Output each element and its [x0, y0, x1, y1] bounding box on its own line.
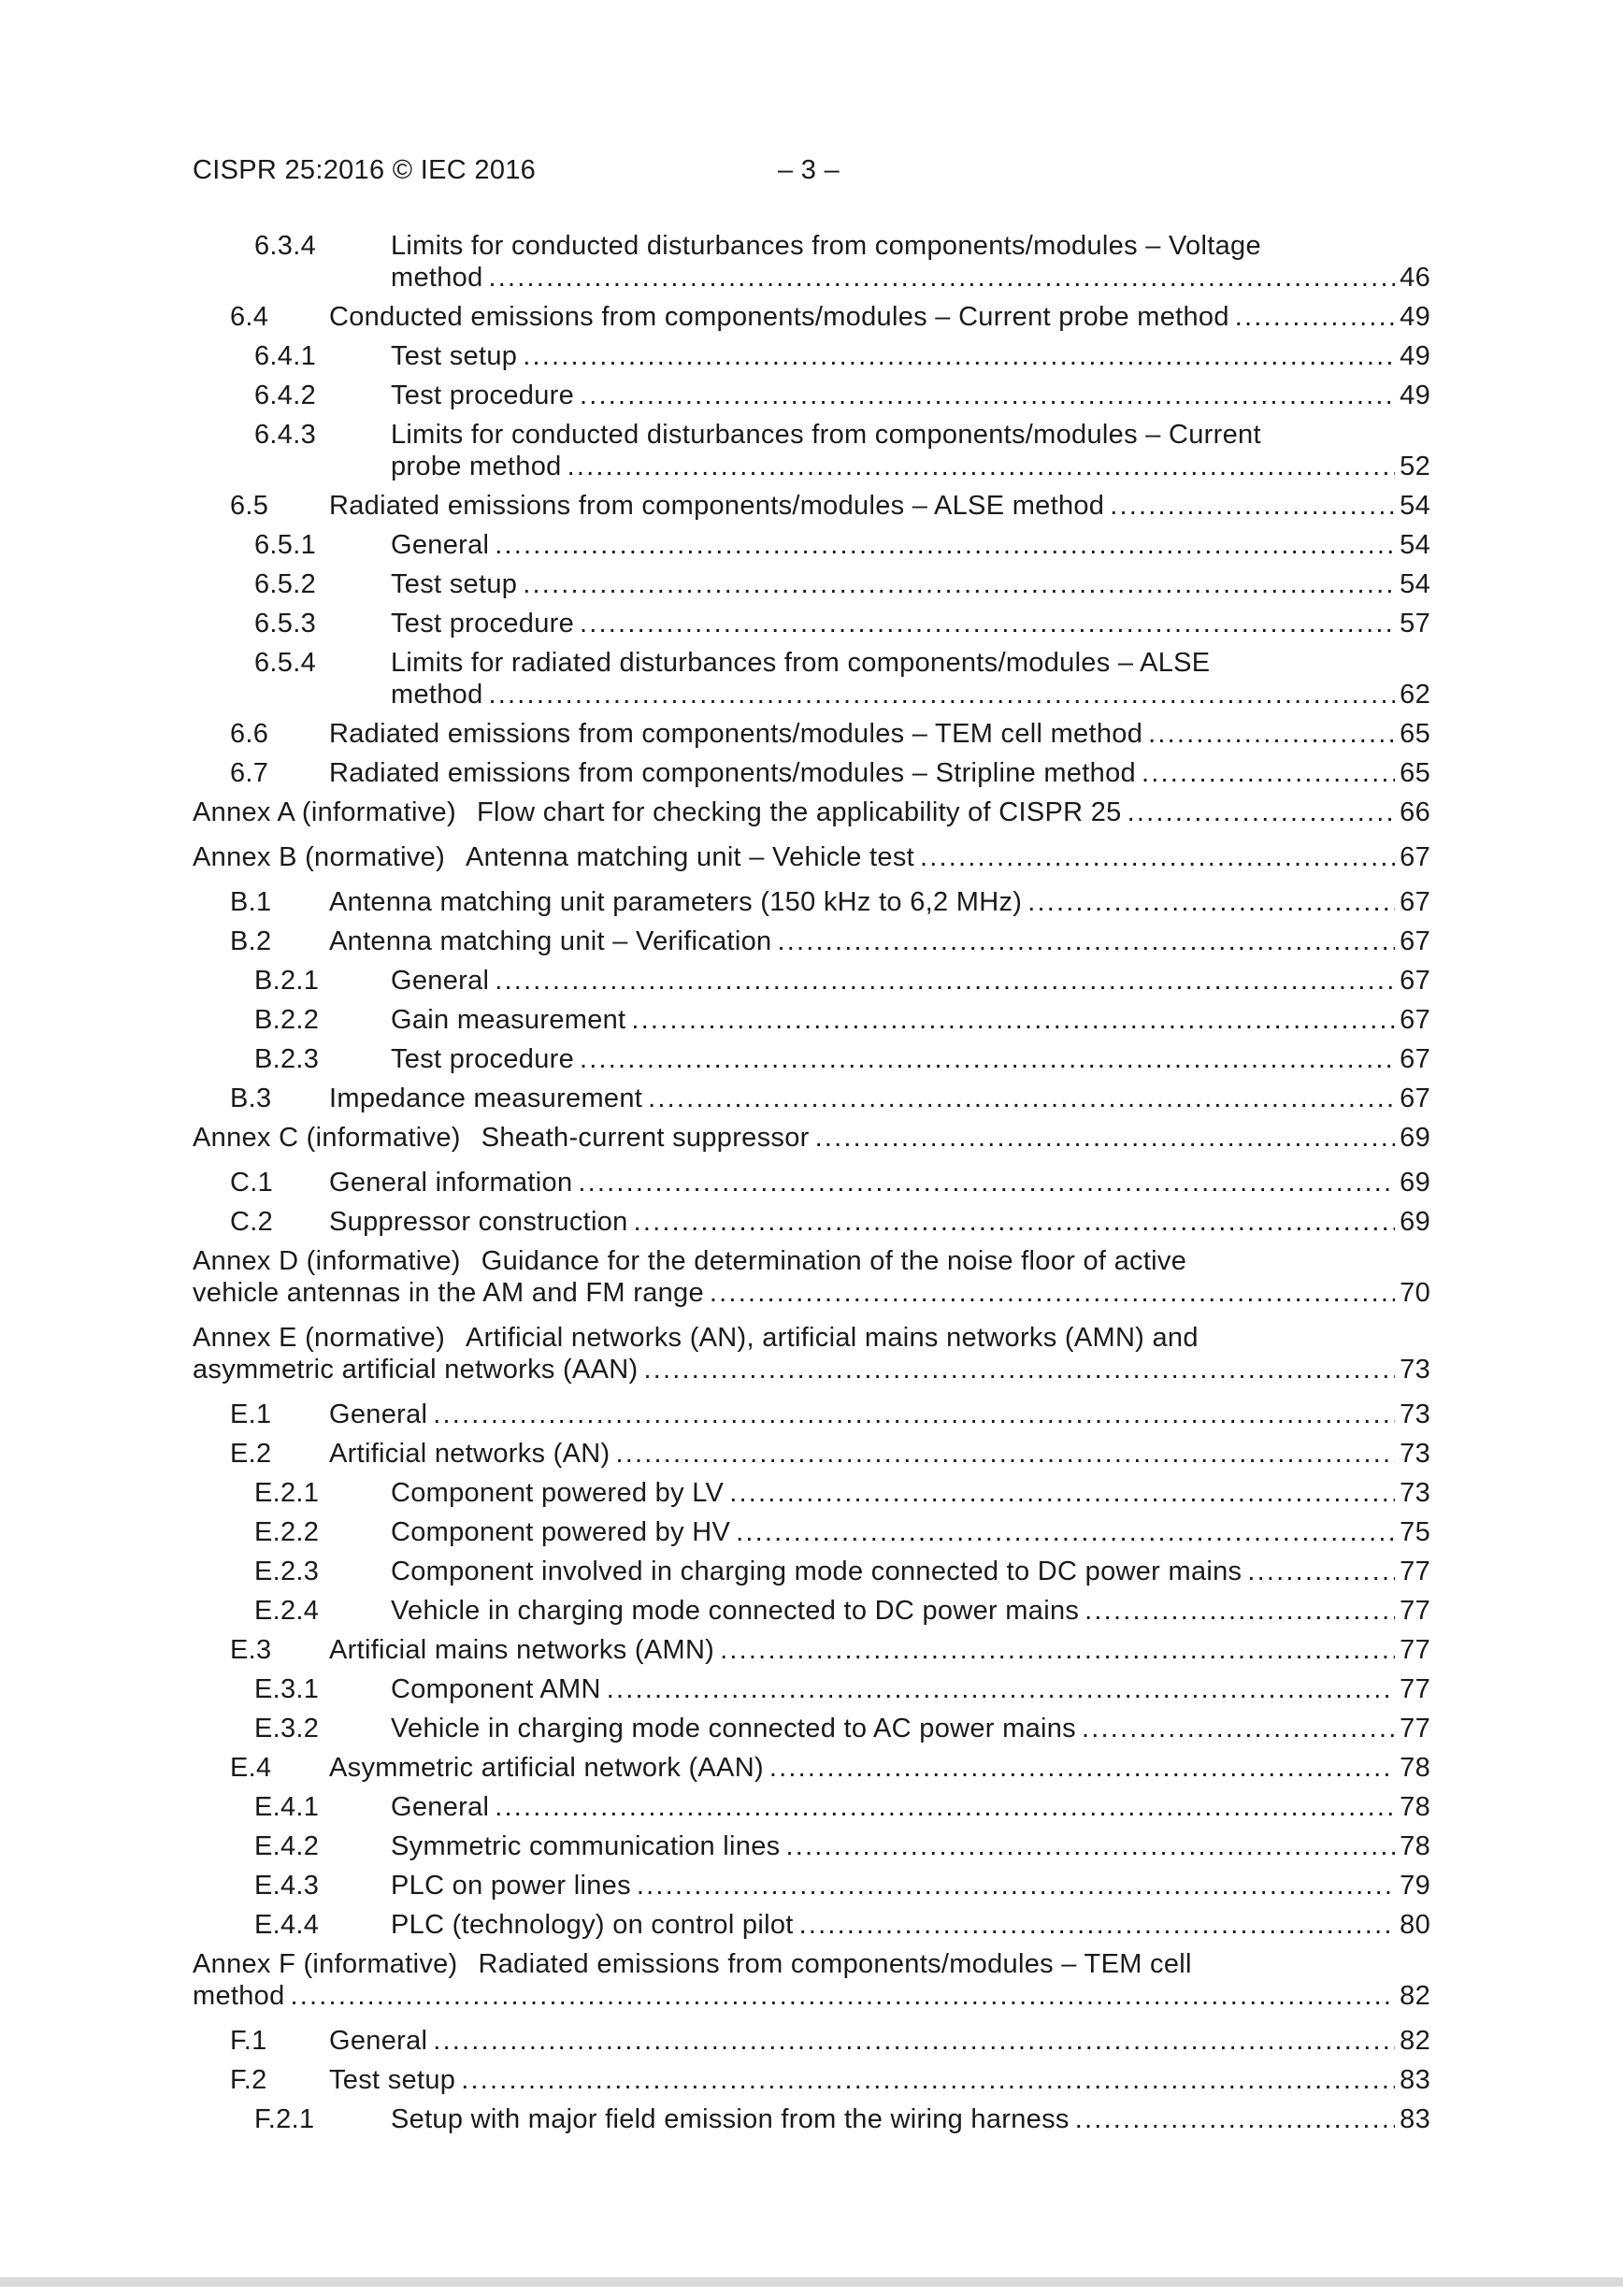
toc-section-number: 6.4.3	[254, 420, 316, 450]
toc-entry[interactable]	[193, 490, 1430, 522]
toc-entry-title: General	[391, 530, 490, 560]
toc-entry-title: Component powered by LV	[391, 1478, 725, 1508]
toc-entry-title: General	[329, 1399, 428, 1429]
toc-page-number: 54	[1400, 569, 1430, 599]
toc-entry-title: Test setup	[329, 2065, 456, 2095]
toc-leader-dots	[729, 1477, 1395, 1509]
toc-annex-label: Annex D (informative)	[193, 1246, 461, 1276]
toc-entry[interactable]	[193, 568, 1430, 600]
toc-entry-title: Sheath-current suppressor	[481, 1123, 810, 1153]
toc-annex-label: Annex A (informative)	[193, 797, 456, 827]
toc-section-number: F.1	[230, 2026, 267, 2056]
toc-annex-label: Annex C (informative)	[193, 1123, 461, 1153]
toc-leader-dots	[461, 2064, 1395, 2096]
toc-entry[interactable]	[193, 1322, 1430, 1385]
toc-section-number: B.2	[230, 926, 272, 956]
toc-entry[interactable]	[193, 340, 1430, 372]
toc-page-number: 69	[1400, 1168, 1430, 1198]
toc-entry[interactable]	[193, 230, 1430, 294]
toc-leader-dots	[777, 926, 1395, 957]
toc-leader-dots	[637, 1870, 1395, 1901]
toc-leader-dots	[631, 1004, 1395, 1036]
toc-entry-title: asymmetric artificial networks (AAN)	[193, 1355, 639, 1385]
toc-page-number: 57	[1400, 609, 1430, 639]
toc-leader-dots	[1075, 2103, 1395, 2135]
toc-entry[interactable]	[193, 1438, 1430, 1470]
toc-leader-dots	[578, 1167, 1395, 1198]
toc-page-number: 83	[1400, 2065, 1430, 2095]
toc-entry-title: method	[391, 263, 483, 293]
toc-section-number: F.2	[230, 2065, 267, 2095]
toc-entry-title: General information	[329, 1168, 573, 1198]
toc-page-number: 66	[1400, 797, 1430, 827]
toc-entry-title: Limits for conducted disturbances from components/modules – Voltage	[391, 231, 1261, 261]
toc-entry-title: method	[391, 680, 483, 710]
toc-entry[interactable]	[193, 1752, 1430, 1784]
toc-page-number: 77	[1400, 1557, 1430, 1586]
toc-page-number: 82	[1400, 1981, 1430, 2011]
toc-entry-title: Antenna matching unit – Vehicle test	[466, 842, 914, 872]
toc-entry[interactable]	[193, 419, 1430, 482]
toc-leader-dots	[1110, 490, 1395, 522]
toc-entry[interactable]	[193, 1673, 1430, 1705]
toc-leader-dots	[1027, 886, 1395, 918]
toc-page-number: 77	[1400, 1674, 1430, 1704]
toc-section-number: 6.5.4	[254, 648, 316, 678]
toc-entry-title: General	[391, 966, 490, 996]
toc-leader-dots	[495, 965, 1395, 997]
toc-entry-title: Conducted emissions from components/modules – Current probe method	[329, 302, 1229, 332]
toc-leader-dots	[495, 529, 1395, 561]
toc-section-number: 6.6	[230, 719, 269, 749]
toc-leader-dots	[523, 568, 1395, 600]
toc-entry-title: Vehicle in charging mode connected to AC power mains	[391, 1714, 1076, 1744]
toc-entry[interactable]	[193, 301, 1430, 333]
toc-entry-title: Artificial networks (AN), artificial mains networks (AMN) and	[466, 1323, 1199, 1353]
toc-entry[interactable]	[193, 1004, 1430, 1036]
toc-section-number: C.2	[230, 1207, 274, 1237]
toc-leader-dots	[634, 1206, 1395, 1238]
toc-section-number: 6.5.1	[254, 530, 316, 560]
toc-leader-dots	[580, 380, 1395, 411]
toc-entry[interactable]	[193, 965, 1430, 997]
document-identifier: CISPR 25:2016 © IEC 2016	[193, 155, 537, 185]
toc-annex-label: Annex F (informative)	[193, 1949, 458, 1979]
toc-section-number: E.4	[230, 1753, 272, 1783]
toc-entry-title: Suppressor construction	[329, 1207, 628, 1237]
toc-page-number: 80	[1400, 1910, 1430, 1940]
toc-section-number: E.3.2	[254, 1714, 320, 1744]
toc-entry-title: Test procedure	[391, 1044, 575, 1074]
toc-page-number: 67	[1400, 1083, 1430, 1113]
toc-entry[interactable]	[193, 926, 1430, 957]
page-bottom-edge	[0, 2277, 1623, 2287]
toc-page-number: 67	[1400, 887, 1430, 917]
toc-leader-dots	[1235, 301, 1395, 333]
toc-entry[interactable]	[193, 1167, 1430, 1198]
toc-entry-title: Antenna matching unit parameters (150 kHz to 6,2 MHz)	[329, 887, 1023, 917]
toc-entry-title: Test setup	[391, 341, 518, 371]
toc-page-number: 65	[1400, 719, 1430, 749]
toc-entry-title: probe method	[391, 452, 562, 481]
toc-leader-dots	[523, 340, 1395, 372]
toc-entry[interactable]	[193, 1245, 1430, 1309]
toc-page-number: 69	[1400, 1207, 1430, 1237]
toc-leader-dots	[815, 1122, 1395, 1154]
toc-section-number: 6.5.2	[254, 569, 316, 599]
toc-leader-dots	[720, 1634, 1395, 1666]
toc-entry[interactable]	[193, 1556, 1430, 1587]
toc-leader-dots	[1084, 1595, 1395, 1627]
toc-entry-title: Radiated emissions from components/modules – ALSE method	[329, 491, 1105, 521]
toc-entry[interactable]	[193, 1791, 1430, 1823]
toc-entry-title: Antenna matching unit – Verification	[329, 926, 772, 956]
toc-leader-dots	[769, 1752, 1395, 1784]
toc-leader-dots	[648, 1083, 1395, 1114]
toc-entry[interactable]	[193, 2064, 1430, 2096]
toc-page-number: 78	[1400, 1792, 1430, 1822]
toc-entry[interactable]	[193, 1122, 1430, 1154]
toc-section-number: B.2.3	[254, 1044, 320, 1074]
toc-entry[interactable]	[193, 1516, 1430, 1548]
toc-leader-dots	[736, 1516, 1395, 1548]
toc-entry-title: Guidance for the determination of the noise floor of active	[481, 1246, 1187, 1276]
toc-page-number: 73	[1400, 1399, 1430, 1429]
toc-leader-dots	[1127, 796, 1395, 828]
toc-leader-dots	[1082, 1713, 1395, 1744]
toc-leader-dots	[489, 262, 1395, 294]
toc-entry[interactable]	[193, 796, 1430, 828]
toc-section-number: E.1	[230, 1399, 272, 1429]
toc-section-number: E.4.1	[254, 1792, 320, 1822]
toc-section-number: B.2.2	[254, 1005, 320, 1035]
toc-section-number: E.4.3	[254, 1871, 320, 1901]
toc-leader-dots	[799, 1909, 1395, 1941]
toc-annex-label: Annex B (normative)	[193, 842, 446, 872]
toc-page-number: 52	[1400, 452, 1430, 481]
toc-page-number: 49	[1400, 380, 1430, 410]
toc-entry[interactable]	[193, 718, 1430, 750]
toc-leader-dots	[433, 2025, 1395, 2057]
toc-page-number: 67	[1400, 1044, 1430, 1074]
toc-leader-dots	[644, 1354, 1396, 1385]
toc-entry-title: PLC (technology) on control pilot	[391, 1910, 794, 1940]
toc-entry-title: Limits for conducted disturbances from components/modules – Current	[391, 420, 1261, 450]
toc-page-number: 82	[1400, 2026, 1430, 2056]
toc-page-number: 75	[1400, 1517, 1430, 1547]
toc-entry[interactable]	[193, 1083, 1430, 1114]
toc-entry[interactable]	[193, 1043, 1430, 1075]
toc-leader-dots	[1247, 1556, 1395, 1587]
toc-page-number: 83	[1400, 2104, 1430, 2134]
toc-section-number: 6.4	[230, 302, 269, 332]
toc-entry[interactable]	[193, 529, 1430, 561]
toc-page-number: 67	[1400, 1005, 1430, 1035]
toc-entry-title: Component involved in charging mode connected to DC power mains	[391, 1557, 1242, 1586]
toc-entry[interactable]	[193, 1477, 1430, 1509]
toc-page-number: 69	[1400, 1123, 1430, 1153]
toc-entry-title: Test setup	[391, 569, 518, 599]
toc-section-number: E.2.4	[254, 1596, 320, 1626]
toc-entry-title: Setup with major field emission from the wiring harness	[391, 2104, 1070, 2134]
toc-page-number: 73	[1400, 1478, 1430, 1508]
toc-page-number: 67	[1400, 926, 1430, 956]
toc-entry-title: PLC on power lines	[391, 1871, 631, 1901]
toc-entry-title: Flow chart for checking the applicability of CISPR 25	[476, 797, 1122, 827]
toc-leader-dots	[433, 1399, 1395, 1430]
toc-section-number: E.3.1	[254, 1674, 320, 1704]
toc-section-number: 6.4.1	[254, 341, 316, 371]
toc-entry[interactable]	[193, 1399, 1430, 1430]
toc-entry[interactable]	[193, 757, 1430, 789]
toc-leader-dots	[489, 679, 1395, 710]
toc-section-number: B.1	[230, 887, 272, 917]
toc-page-number: 73	[1400, 1355, 1430, 1385]
toc-section-number: E.2	[230, 1439, 272, 1469]
toc-page-number: 49	[1400, 302, 1430, 332]
toc-page-number: 77	[1400, 1596, 1430, 1626]
toc-entry-title: Gain measurement	[391, 1005, 626, 1035]
toc-entry[interactable]	[193, 1948, 1430, 2012]
toc-entry[interactable]	[193, 841, 1430, 873]
toc-entry[interactable]	[193, 886, 1430, 918]
page-number: – 3 –	[778, 155, 840, 185]
toc-entry-title: Limits for radiated disturbances from components/modules – ALSE	[391, 648, 1211, 678]
toc-leader-dots	[580, 608, 1395, 639]
toc-entry[interactable]	[193, 2103, 1430, 2135]
toc-annex-label: Annex E (normative)	[193, 1323, 446, 1353]
toc-section-number: 6.5.3	[254, 609, 316, 639]
toc-section-number: E.4.2	[254, 1831, 320, 1861]
toc-page-number: 54	[1400, 530, 1430, 560]
toc-leader-dots	[567, 451, 1395, 482]
toc-page-number: 49	[1400, 341, 1430, 371]
table-of-contents	[193, 230, 1430, 2143]
toc-section-number: E.2.2	[254, 1517, 320, 1547]
toc-page-number: 46	[1400, 263, 1430, 293]
toc-leader-dots	[607, 1673, 1395, 1705]
toc-entry-title: Radiated emissions from components/modules – Stripline method	[329, 758, 1136, 788]
toc-entry-title: Radiated emissions from components/modules – TEM cell	[478, 1949, 1192, 1979]
toc-entry-title: Component AMN	[391, 1674, 601, 1704]
toc-leader-dots	[710, 1277, 1395, 1309]
toc-section-number: 6.4.2	[254, 380, 316, 410]
toc-entry-title: Impedance measurement	[329, 1083, 643, 1113]
toc-section-number: B.3	[230, 1083, 272, 1113]
toc-entry[interactable]	[193, 608, 1430, 639]
toc-entry[interactable]	[193, 2025, 1430, 2057]
toc-entry-title: Asymmetric artificial network (AAN)	[329, 1753, 764, 1783]
toc-entry[interactable]	[193, 380, 1430, 411]
toc-entry-title: General	[329, 2026, 428, 2056]
toc-entry-title: method	[193, 1981, 285, 2011]
toc-section-number: E.4.4	[254, 1910, 320, 1940]
toc-entry-title: Test procedure	[391, 609, 575, 639]
toc-entry-title: Vehicle in charging mode connected to DC power mains	[391, 1596, 1080, 1626]
toc-leader-dots	[785, 1830, 1395, 1862]
toc-section-number: E.2.3	[254, 1557, 320, 1586]
toc-section-number: C.1	[230, 1168, 274, 1198]
toc-entry-title: Artificial mains networks (AMN)	[329, 1635, 715, 1665]
toc-leader-dots	[495, 1791, 1395, 1823]
toc-leader-dots	[291, 1980, 1395, 2012]
toc-entry-title: Component powered by HV	[391, 1517, 731, 1547]
toc-leader-dots	[1142, 757, 1395, 789]
toc-leader-dots	[920, 841, 1395, 873]
toc-leader-dots	[580, 1043, 1395, 1075]
toc-section-number: E.2.1	[254, 1478, 320, 1508]
toc-entry[interactable]	[193, 1595, 1430, 1627]
toc-page-number: 70	[1400, 1278, 1430, 1308]
toc-entry-title: Test procedure	[391, 380, 575, 410]
toc-page-number: 65	[1400, 758, 1430, 788]
toc-leader-dots	[615, 1438, 1395, 1470]
toc-page-number: 73	[1400, 1439, 1430, 1469]
toc-page-number: 77	[1400, 1635, 1430, 1665]
toc-entry[interactable]	[193, 647, 1430, 710]
toc-page-number: 77	[1400, 1714, 1430, 1744]
toc-entry-title: Artificial networks (AN)	[329, 1439, 610, 1469]
toc-page-number: 67	[1400, 842, 1430, 872]
toc-entry-title: vehicle antennas in the AM and FM range	[193, 1278, 704, 1308]
toc-entry[interactable]	[193, 1870, 1430, 1901]
toc-section-number: 6.3.4	[254, 231, 316, 261]
toc-entry-title: Symmetric communication lines	[391, 1831, 781, 1861]
toc-entry-title: General	[391, 1792, 490, 1822]
toc-section-number: 6.5	[230, 491, 269, 521]
toc-section-number: E.3	[230, 1635, 272, 1665]
toc-section-number: F.2.1	[254, 2104, 315, 2134]
toc-entry[interactable]	[193, 1206, 1430, 1238]
toc-entry[interactable]	[193, 1830, 1430, 1862]
toc-page-number: 67	[1400, 966, 1430, 996]
toc-entry[interactable]	[193, 1713, 1430, 1744]
toc-section-number: B.2.1	[254, 966, 320, 996]
toc-page-number: 54	[1400, 491, 1430, 521]
toc-page-number: 78	[1400, 1831, 1430, 1861]
toc-entry[interactable]	[193, 1909, 1430, 1941]
toc-leader-dots	[1148, 718, 1395, 750]
toc-entry-title: Radiated emissions from components/modules – TEM cell method	[329, 719, 1143, 749]
toc-page-number: 79	[1400, 1871, 1430, 1901]
toc-entry[interactable]	[193, 1634, 1430, 1666]
toc-section-number: 6.7	[230, 758, 269, 788]
toc-page-number: 78	[1400, 1753, 1430, 1783]
toc-page-number: 62	[1400, 680, 1430, 710]
